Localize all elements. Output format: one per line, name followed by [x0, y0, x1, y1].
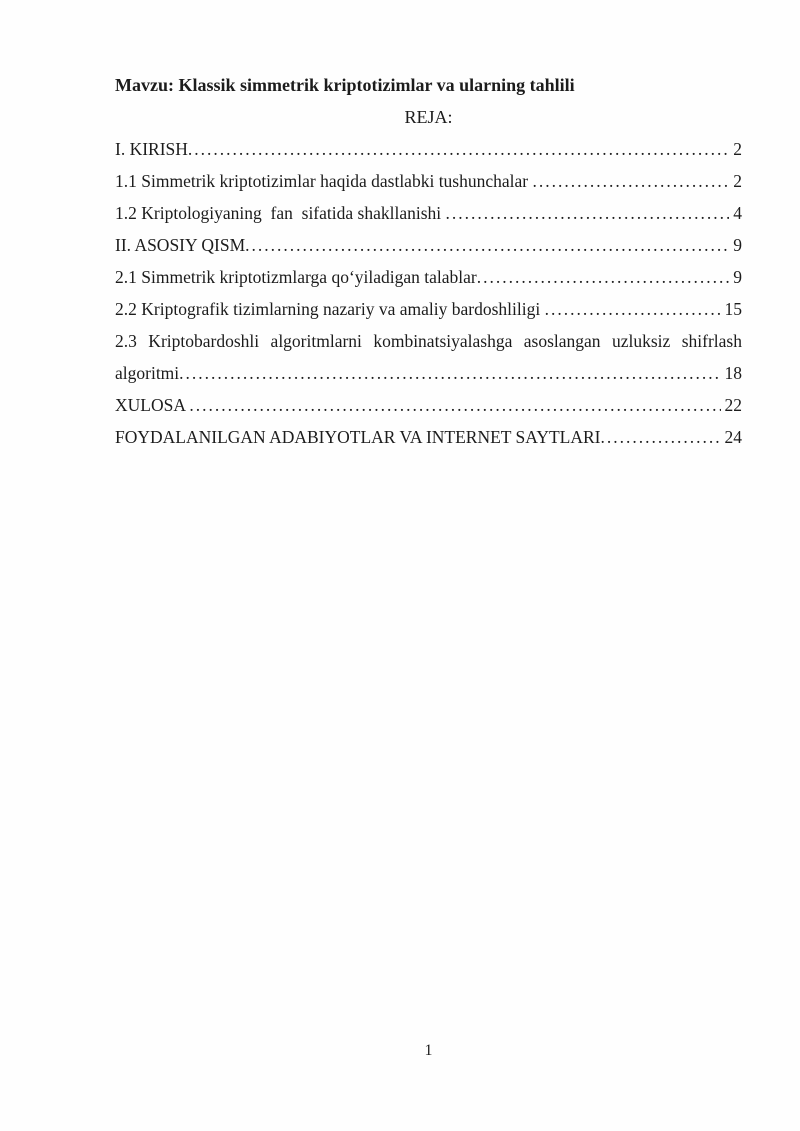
toc-heading: REJA:: [404, 107, 453, 127]
document-title: Mavzu: Klassik simmetrik kriptotizimlar va ularning tahlili: [115, 75, 575, 95]
dot-leader: [545, 293, 721, 325]
toc-entry-label: FOYDALANILGAN ADABIYOTLAR VA INTERNET SAYTLARI: [115, 427, 601, 447]
dot-leader: [188, 133, 729, 165]
toc-entry-label: 2.1 Simmetrik kriptotizmlarga qoʻyiladigan talablar: [115, 267, 477, 287]
toc-entry-label: XULOSA: [115, 395, 190, 415]
table-of-contents: [115, 133, 742, 453]
toc-entry-label: 2.2 Kriptografik tizimlarning nazariy va amaliy bardoshliligi: [115, 299, 545, 319]
toc-entry-2-3-line2: [115, 357, 742, 389]
toc-entry-kirish: [115, 133, 742, 165]
toc-entry-page: 22: [724, 395, 742, 415]
toc-entry-label: 1.1 Simmetrik kriptotizimlar haqida dastlabki tushunchalar: [115, 171, 533, 191]
toc-entry-page: 4: [733, 203, 742, 223]
toc-entry-adabiyotlar: [115, 421, 742, 453]
dot-leader: [446, 197, 730, 229]
toc-entry-1-2: [115, 197, 742, 229]
toc-entry-xulosa: [115, 389, 742, 421]
dot-leader: [477, 261, 730, 293]
toc-entry-label: 1.2 Kriptologiyaning fan sifatida shakllanishi: [115, 203, 446, 223]
toc-entry-page: 18: [724, 363, 742, 383]
dot-leader: [179, 357, 720, 389]
dot-leader: [532, 165, 729, 197]
toc-entry-2-1: [115, 261, 742, 293]
toc-entry-asosiy-qism: [115, 229, 742, 261]
toc-entry-page: 9: [733, 267, 742, 287]
page-number: 1: [424, 1042, 433, 1059]
dot-leader: [245, 229, 729, 261]
toc-entry-2-3-line1: [115, 325, 742, 357]
dot-leader: [600, 421, 720, 453]
toc-entry-label: algoritmi: [115, 363, 180, 383]
toc-entry-1-1: [115, 165, 742, 197]
toc-entry-label: I. KIRISH: [115, 139, 188, 159]
toc-entry-page: 2: [733, 139, 742, 159]
toc-entry-page: 2: [733, 171, 742, 191]
toc-entry-page: 15: [724, 299, 742, 319]
toc-entry-label: 2.3 Kriptobardoshli algoritmlarni kombinatsiyalashga asoslangan uzluksiz shifrlash: [115, 331, 742, 351]
toc-entry-label: II. ASOSIY QISM: [115, 235, 246, 255]
toc-entry-2-2: [115, 293, 742, 325]
toc-entry-page: 9: [733, 235, 742, 255]
toc-entry-page: 24: [724, 427, 742, 447]
dot-leader: [189, 389, 720, 421]
